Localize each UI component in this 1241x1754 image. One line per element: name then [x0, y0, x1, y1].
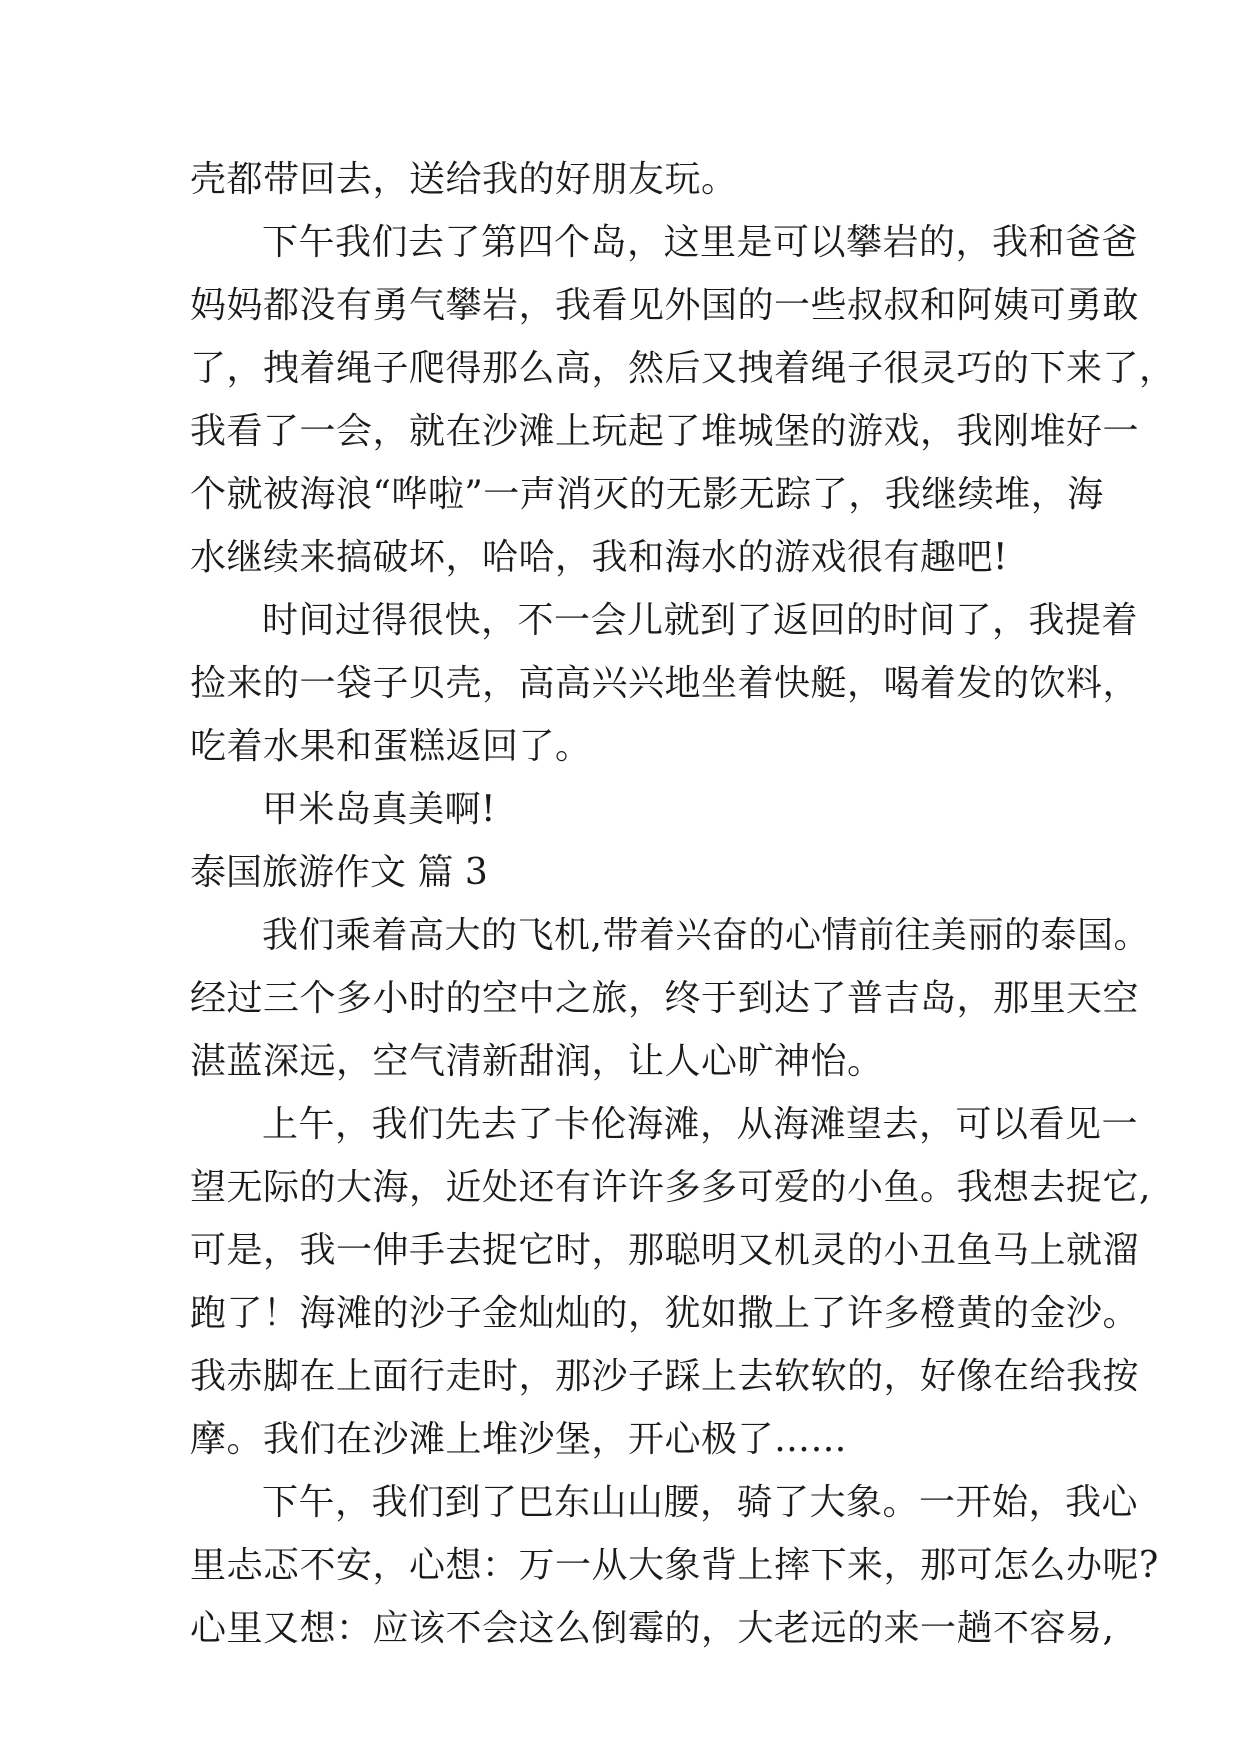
text-line: 我赤脚在上面行走时，那沙子踩上去软软的，好像在给我按	[190, 1356, 1140, 1397]
paragraph-first-line: 下午，我们到了巴东山山腰，骑了大象。一开始，我心	[262, 1482, 1139, 1523]
text-line: 里忐忑不安，心想：万一从大象背上摔下来，那可怎么办呢?	[190, 1545, 1159, 1586]
text-line: 摩。我们在沙滩上堆沙堡，开心极了……	[190, 1419, 848, 1460]
text-line: 可是，我一伸手去捉它时，那聪明又机灵的小丑鱼马上就溜	[190, 1230, 1140, 1271]
paragraph-first-line: 下午我们去了第四个岛，这里是可以攀岩的，我和爸爸	[262, 222, 1139, 263]
paragraph-first-line: 上午，我们先去了卡伦海滩，从海滩望去，可以看见一	[262, 1104, 1139, 1145]
text-line: 湛蓝深远，空气清新甜润，让人心旷神怡。	[190, 1041, 884, 1082]
text-line: 吃着水果和蛋糕返回了。	[190, 726, 592, 767]
paragraph-first-line: 甲米岛真美啊!	[262, 789, 496, 830]
document-body	[190, 148, 1176, 1660]
text-line: 妈妈都没有勇气攀岩，我看见外国的一些叔叔和阿姨可勇敢	[190, 285, 1140, 326]
text-line: 捡来的一袋子贝壳，高高兴兴地坐着快艇，喝着发的饮料，	[190, 663, 1140, 704]
text-line: 壳都带回去，送给我的好朋友玩。	[190, 159, 738, 200]
text-line: 跑了！海滩的沙子金灿灿的，犹如撒上了许多橙黄的金沙。	[190, 1293, 1140, 1334]
text-line: 我看了一会，就在沙滩上玩起了堆城堡的游戏，我刚堆好一	[190, 411, 1140, 452]
text-line: 水继续来搞破坏，哈哈，我和海水的游戏很有趣吧!	[190, 537, 1008, 578]
section-heading: 泰国旅游作文 篇 3	[190, 852, 488, 893]
text-line: 了，拽着绳子爬得那么高，然后又拽着绳子很灵巧的下来了，	[190, 348, 1176, 389]
paragraph-first-line: 时间过得很快，不一会儿就到了返回的时间了，我提着	[262, 600, 1139, 641]
paragraph-first-line: 我们乘着高大的飞机,带着兴奋的心情前往美丽的泰国。	[262, 915, 1150, 956]
text-line: 望无际的大海，近处还有许许多多可爱的小鱼。我想去捉它,	[190, 1167, 1151, 1208]
text-line: 心里又想：应该不会这么倒霉的，大老远的来一趟不容易,	[190, 1608, 1115, 1649]
text-line: 经过三个多小时的空中之旅，终于到达了普吉岛，那里天空	[190, 978, 1140, 1019]
text-line: 个就被海浪“哗啦”一声消灭的无影无踪了，我继续堆，海	[190, 474, 1104, 515]
